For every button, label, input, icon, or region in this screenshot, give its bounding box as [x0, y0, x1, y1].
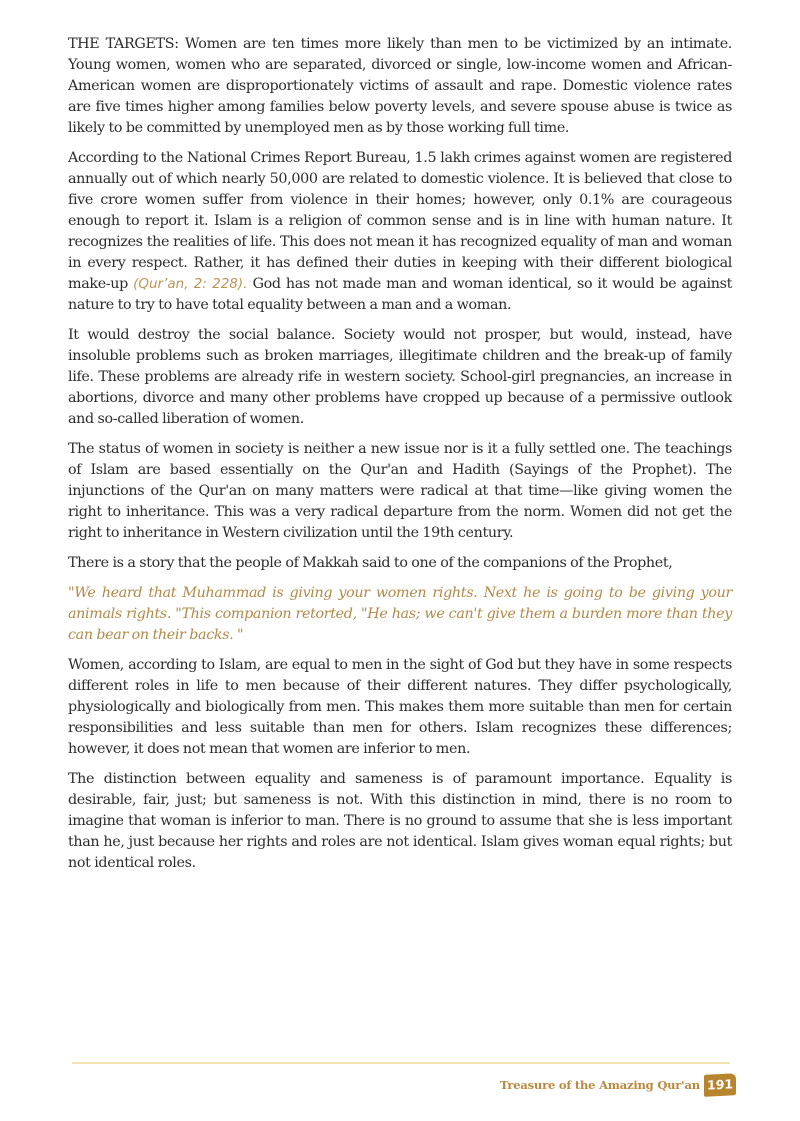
paragraph-text: God has not made man and woman identical, so it would be against nature to try to have total equality between a man and a woman. — [68, 276, 732, 313]
paragraph-targets: THE TARGETS: Women are ten times more likely than men to be victimized by an intimate. Young women, women who are separated, divorced or single, low-income women and African-American women are disproportionately victims of assault and rape. Domestic violence rates are five times higher among families below poverty levels, and severe spouse abuse is twice as likely to be committed by unemployed men as by those working full time. — [68, 36, 732, 136]
document-body — [68, 34, 732, 883]
paragraph-makkah-story: There is a story that the people of Makkah said to one of the companions of the Prophet, — [68, 555, 673, 571]
paragraph-crimes-report — [68, 148, 732, 316]
page-footer — [500, 1073, 736, 1097]
paragraph-equality-vs-sameness: The distinction between equality and sameness is of paramount importance. Equality is desirable, fair, just; but sameness is not. With this distinction in mind, there is no room to imagine that woman is inferior to man. There is no ground to assume that she is less important than he, just because her rights and roles are not identical. Islam gives woman equal rights; but not identical roles. — [68, 771, 732, 871]
quote-companion: "We heard that Muhammad is giving your women rights. Next he is going to be giving your animals rights. "This companion retorted, "He has; we can't give them a burden more than they can bear on their backs. " — [68, 585, 732, 643]
paragraph-text: According to the National Crimes Report Bureau, 1.5 lakh crimes against women are registered annually out of which nearly 50,000 are related to domestic violence. It is believed that close to five crore women suffer from violence in their homes; however, only 0.1% are courageous enough to report it. Islam is a religion of common sense and is in line with human nature. It recognizes the realities of life. This does not mean it has recognized equality of man and woman in every respect. Rather, it has defined their duties in keeping with their different biological make-up — [68, 150, 732, 292]
paragraph-status-of-women: The status of women in society is neither a new issue nor is it a fully settled one. The teachings of Islam are based essentially on the Qur'an and Hadith (Sayings of the Prophet). The injunctions of the Qur'an on many matters were radical at that time—like giving women the right to inheritance. This was a very radical departure from the norm. Women did not get the right to inheritance in Western civilization until the 19th century. — [68, 441, 732, 541]
paragraph-equal-in-sight-of-god: Women, according to Islam, are equal to men in the sight of God but they have in some respects different roles in life to men because of their different natures. They differ psychologically, physiologically and biologically from men. This makes them more suitable than men for certain responsibilities and less suitable than men for others. Islam recognizes these differences; however, it does not mean that women are inferior to men. — [68, 657, 732, 757]
paragraph-social-balance: It would destroy the social balance. Society would not prosper, but would, instead, have insoluble problems such as broken marriages, illegitimate children and the break-up of family life. These problems are already rife in western society. School-girl pregnancies, an increase in abortions, divorce and many other problems have cropped up because of a permissive outlook and so-called liberation of women. — [68, 327, 732, 427]
book-title: Treasure of the Amazing Qur'an — [499, 1078, 700, 1092]
footer-divider — [72, 1062, 730, 1064]
quran-citation: (Qur’an, 2: 228). — [133, 276, 248, 292]
page-number-badge: 191 — [704, 1073, 736, 1097]
